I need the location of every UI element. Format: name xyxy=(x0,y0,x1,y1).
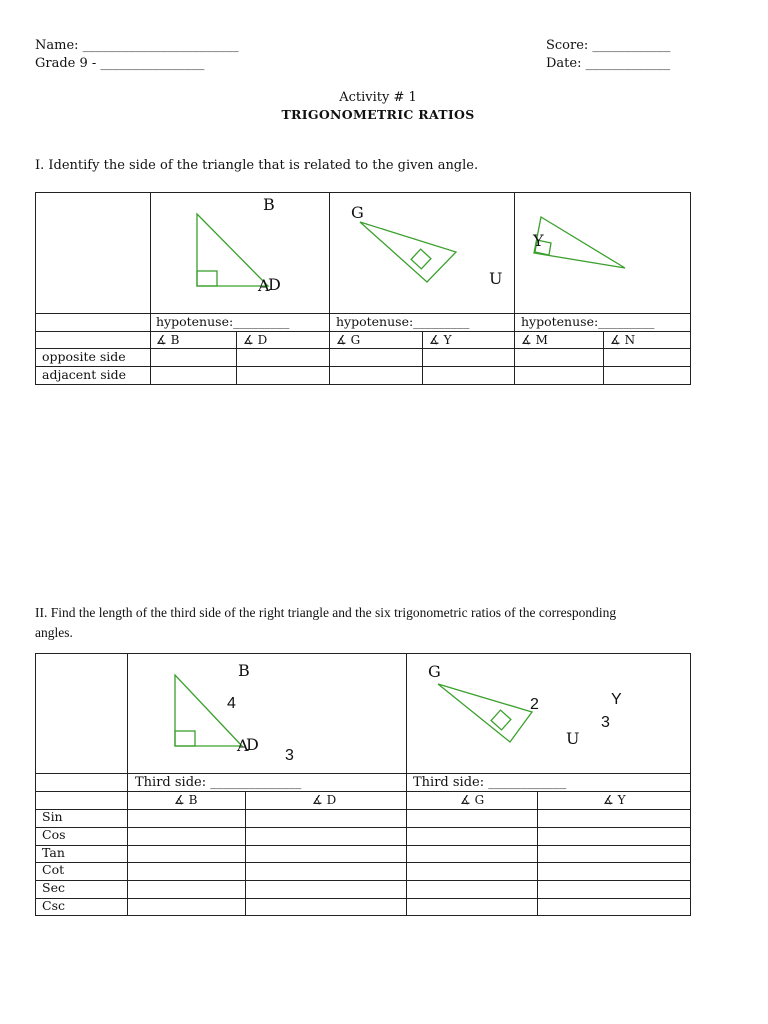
row-label-tan: Tan xyxy=(42,845,65,860)
vertex-label-u: U xyxy=(489,269,503,288)
angle-header-b-2: ∡ B xyxy=(174,793,198,807)
row-label-adjacent: adjacent side xyxy=(42,367,127,382)
vertex-label-u-2: U xyxy=(566,729,580,748)
hypotenuse-label-1: hypotenuse:_________ xyxy=(156,314,290,329)
angle-header-y-2: ∡ Y xyxy=(603,793,626,807)
part2-instruction-line2: angles. xyxy=(35,625,73,640)
angle-header-g-2: ∡ G xyxy=(460,793,485,807)
vertex-label-a: A xyxy=(258,276,270,295)
worksheet-title: TRIGONOMETRIC RATIOS xyxy=(281,107,475,122)
vertex-label-d-2: D xyxy=(246,735,259,754)
hypotenuse-label-3: hypotenuse:_________ xyxy=(521,314,655,329)
side-length-3-second: 3 xyxy=(601,714,610,731)
third-side-label-1: Third side: ______________ xyxy=(135,775,302,790)
vertex-label-g: G xyxy=(351,203,364,222)
activity-title: Activity # 1 xyxy=(339,90,417,105)
hypotenuse-label-2: hypotenuse:_________ xyxy=(336,314,470,329)
angle-header-g: ∡ G xyxy=(336,333,361,347)
angle-header-d: ∡ D xyxy=(243,333,268,347)
row-label-sec: Sec xyxy=(42,880,65,895)
vertex-label-g-2: G xyxy=(428,662,441,681)
row-label-cos: Cos xyxy=(42,827,66,842)
row-label-sin: Sin xyxy=(42,809,63,824)
vertex-label-b-2: B xyxy=(238,661,250,680)
row-label-cot: Cot xyxy=(42,862,65,877)
row-label-opposite: opposite side xyxy=(42,349,126,364)
angle-header-m: ∡ M xyxy=(521,333,548,347)
third-side-label-2: Third side: ____________ xyxy=(413,775,567,790)
vertex-label-y: Y xyxy=(533,231,544,250)
date-field-label: Date: _____________ xyxy=(546,56,671,71)
side-length-3-first: 3 xyxy=(285,747,294,764)
name-field-label: Name: ________________________ xyxy=(35,38,239,53)
angle-header-y: ∡ Y xyxy=(429,333,452,347)
side-length-4: 4 xyxy=(227,695,236,712)
vertex-label-b: B xyxy=(263,195,275,214)
row-label-csc: Csc xyxy=(42,898,65,913)
angle-header-d-2: ∡ D xyxy=(312,793,337,807)
angle-header-n: ∡ N xyxy=(610,333,636,347)
vertex-label-d: D xyxy=(268,275,281,294)
vertex-label-y-2: Y xyxy=(611,691,622,708)
score-field-label: Score: ____________ xyxy=(546,38,671,53)
grade-field-label: Grade 9 - ________________ xyxy=(35,56,205,71)
part1-instruction: I. Identify the side of the triangle that is related to the given angle. xyxy=(35,158,479,173)
part2-instruction-line1: II. Find the length of the third side of the right triangle and the six trigonometric ratios of the corresponding xyxy=(35,605,617,620)
vertex-label-a-2: A xyxy=(237,736,249,755)
angle-header-b: ∡ B xyxy=(156,333,180,347)
side-length-2: 2 xyxy=(530,696,539,713)
